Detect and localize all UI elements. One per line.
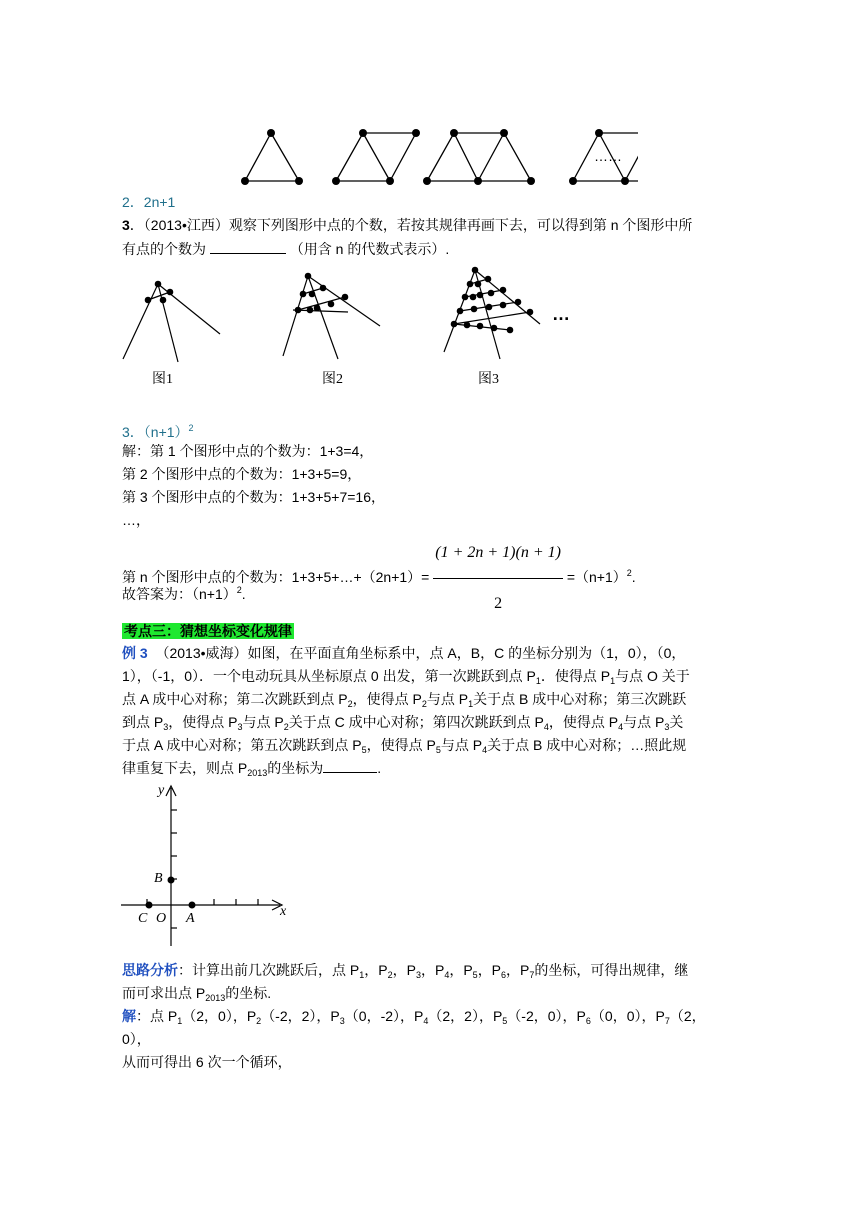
y-axis-label: y [158,783,165,798]
coordinate-axes-figure [118,778,298,954]
ex3-line6: 律重复下去，则点 $P_{2013}$的坐标为 . [122,760,382,778]
q3-final: 故答案为：$(n+1)^2$. [122,585,246,602]
ex3-line2: 1），（-1，0）．一个电动玩具从坐标原点 0 出发，第一次跳跃到点 $P_1$．使得点 $P_1$与点 O 关于 [122,668,690,686]
q3-answer: 3．$(n+1)^2$ [122,423,194,440]
fraction: $\frac{(1 + 2n + 1)(n + 1)}{2}$ [433,530,563,627]
fan-dot-figures [118,264,578,394]
q3-line1: 3．（2013•江西）观察下列图形中点的个数，若按其规律再画下去，可以得到第 n 个图形中所 [122,217,693,233]
q3-line2: 有点的个数为 （用含 n 的代数式表示）. [122,241,450,257]
point-c-label: C [138,911,148,926]
ex3-line1: 例 3 （2013•威海）如图，在平面直角坐标系中，点 A，B，C 的坐标分别为（1，0），（0， [122,645,686,661]
triangle-pattern-figure [118,126,638,190]
blank-underline [210,239,286,254]
q3-sol-line4: …， [122,512,150,528]
fig-label-1: 图1 [152,372,173,387]
blank-underline [323,758,377,773]
point-b-label: B [154,871,163,886]
q3-sol-line2: 第 2 个图形中点的个数为：1+3+5=9， [122,466,362,482]
q3-sol-nth: 第 n 个图形中点的个数为：1+3+5+…+（2n+1）= $\frac{(1 + 2n + 1)(n + 1)}{2}$ $=(n+1)^2$. [122,530,636,627]
x-axis-label: x [280,904,287,919]
q3-sol-line1: 解：第 1 个图形中点的个数为：1+3=4， [122,443,374,459]
solution-line2: 0）， [122,1031,151,1047]
section-title: 考点三：猜想坐标变化规律 [124,623,292,639]
fig-label-3: 图3 [478,372,499,387]
q3-sol-line3: 第 3 个图形中点的个数为：1+3+5+7=16， [122,489,385,505]
analysis-line1: 思路分析：计算出前几次跳跃后，点 $P_1$，$P_2$，$P_3$，$P_4$，$P_5$，$P_6$，$P_7$的坐标，可得出规律，继 [122,962,689,980]
analysis-line2: 而可求出点 $P_{2013}$的坐标. [122,985,272,1003]
q2-answer: 2．2n+1 [122,194,176,210]
fig-label-2: 图2 [322,372,343,387]
ex3-line5: 于点 A 成中心对称；第五次跳跃到点 $P_5$，使得点 $P_5$与点 $P_4$关于点 B 成中心对称；…照此规 [122,737,687,755]
origin-label: O [156,911,167,926]
ex3-line4: 到点 $P_3$，使得点 $P_3$与点 $P_2$关于点 C 成中心对称；第四次跳跃到点 $P_4$，使得点 $P_4$与点 $P_3$关 [122,714,684,732]
solution-line1: 解：点 $P_1(2$，0），$P_2(-2$，2），$P_3(0$，-2），$P_4(2$，2），$P_5(-2$，0），$P_6(0$，0），$P_7(2$， [122,1008,706,1026]
point-a-label: A [186,911,195,926]
ex3-line3: 点 A 成中心对称；第二次跳跃到点 $P_2$，使得点 $P_2$与点 $P_1$关于点 B 成中心对称；第三次跳跃 [122,691,687,709]
ellipsis: …… [594,148,622,164]
fig-more-dots: … [552,304,570,324]
solution-line3: 从而可得出 6 次一个循环， [122,1054,292,1070]
